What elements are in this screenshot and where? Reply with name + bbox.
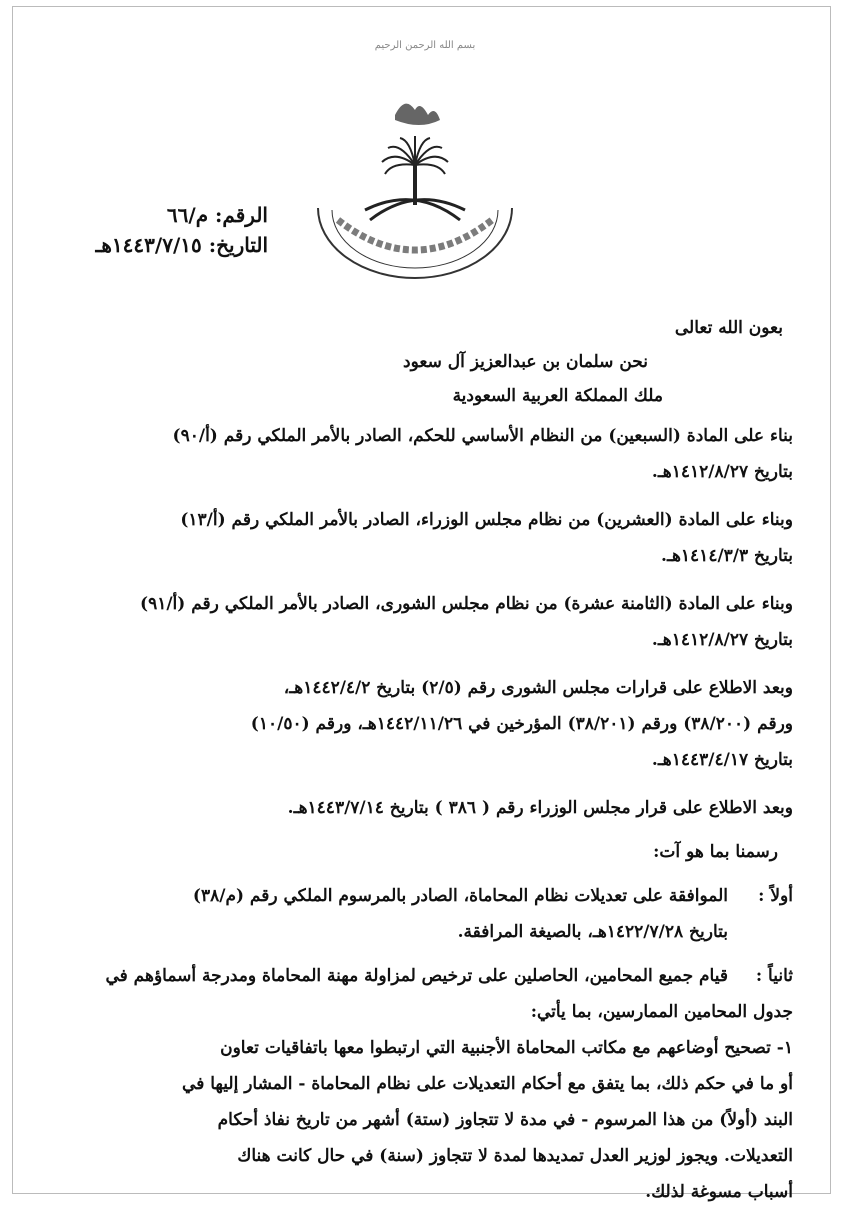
preamble-line: وبعد الاطلاع على قرار مجلس الوزراء رقم ( ٣٨٦ ) بتاريخ ١٤٤٣/٧/١٤هـ. xyxy=(287,798,793,818)
decree-body xyxy=(33,318,793,1210)
preamble-1 xyxy=(33,418,793,490)
preamble-line: بتاريخ ١٤٤٣/٤/١٧هـ. xyxy=(651,750,793,770)
preamble-5 xyxy=(33,790,793,826)
reference-date-row xyxy=(96,230,268,260)
reference-number-row xyxy=(96,200,268,230)
article-line: قيام جميع المحامين، الحاصلين على ترخيص لمزاولة مهنة المحاماة ومدرجة أسماؤهم في xyxy=(105,966,728,986)
preamble-line: بتاريخ ١٤١٢/٨/٢٧هـ. xyxy=(651,462,793,482)
king-name: نحن سلمان بن عبدالعزيز آل سعود xyxy=(403,352,648,372)
reference-block xyxy=(96,200,268,260)
article-number: ثانياً : xyxy=(755,966,793,986)
preamble-line: وبناء على المادة (العشرين) من نظام مجلس الوزراء، الصادر بالأمر الملكي رقم (أ/١٣) xyxy=(180,510,793,530)
preamble-line: بتاريخ ١٤١٤/٣/٣هـ. xyxy=(661,546,793,566)
article-line: الموافقة على تعديلات نظام المحاماة، الصادر بالمرسوم الملكي رقم (م/٣٨) xyxy=(192,886,728,906)
article-line: جدول المحامين الممارسين، بما يأتي: xyxy=(530,1002,793,1022)
preamble-line: بناء على المادة (السبعين) من النظام الأساسي للحكم، الصادر بالأمر الملكي رقم (أ/٩٠) xyxy=(172,426,793,446)
reference-date-label: التاريخ: xyxy=(208,233,268,257)
subitem-line: التعديلات. ويجوز لوزير العدل تمديدها لمدة لا تتجاوز (سنة) في حال كانت هناك xyxy=(237,1146,793,1166)
preamble-3 xyxy=(33,586,793,658)
article-second xyxy=(33,958,793,994)
subitem-line: أو ما في حكم ذلك، بما يتفق مع أحكام التعديلات على نظام المحاماة - المشار إليها في xyxy=(182,1074,793,1094)
reference-number-label: الرقم: xyxy=(215,203,268,227)
article-body xyxy=(33,958,728,994)
subitem-line: البند (أولاً) من هذا المرسوم - في مدة لا تتجاوز (ستة) أشهر من تاريخ نفاذ أحكام xyxy=(217,1110,793,1130)
decree-phrase: رسمنا بما هو آت: xyxy=(653,842,778,862)
saudi-emblem-icon xyxy=(300,70,530,290)
article-body xyxy=(33,878,728,950)
article-first xyxy=(33,878,793,950)
preamble-line: بتاريخ ١٤١٢/٨/٢٧هـ. xyxy=(651,630,793,650)
reference-number-value: م/٦٦ xyxy=(166,203,209,227)
king-title: ملك المملكة العربية السعودية xyxy=(452,386,663,406)
subitem-line: أسباب مسوغة لذلك. xyxy=(645,1182,793,1202)
article-number: أولاً : xyxy=(758,886,793,906)
basmala-header: بسم الله الرحمن الرحيم xyxy=(374,40,476,51)
preamble-2 xyxy=(33,502,793,574)
reference-date-value: ١٤٤٣/٧/١٥هـ xyxy=(95,233,202,257)
preamble-line: ورقم (٣٨/٢٠٠) ورقم (٣٨/٢٠١) المؤرخين في ١٤٤٢/١١/٢٦هـ، ورقم (١٠/٥٠) xyxy=(250,714,793,734)
preamble-4 xyxy=(33,670,793,778)
preamble-line: وبناء على المادة (الثامنة عشرة) من نظام مجلس الشورى، الصادر بالأمر الملكي رقم (أ/٩١) xyxy=(140,594,793,614)
invocation: بعون الله تعالى xyxy=(674,318,783,338)
preamble-line: وبعد الاطلاع على قرارات مجلس الشورى رقم (٢/٥) بتاريخ ١٤٤٢/٤/٢هـ، xyxy=(283,678,793,698)
subitem-line: ١- تصحيح أوضاعهم مع مكاتب المحاماة الأجنبية التي ارتبطوا معها باتفاقيات تعاون xyxy=(220,1038,793,1058)
article-second-continuation xyxy=(33,994,793,1210)
article-line: بتاريخ ١٤٢٢/٧/٢٨هـ، بالصيغة المرافقة. xyxy=(457,922,728,942)
